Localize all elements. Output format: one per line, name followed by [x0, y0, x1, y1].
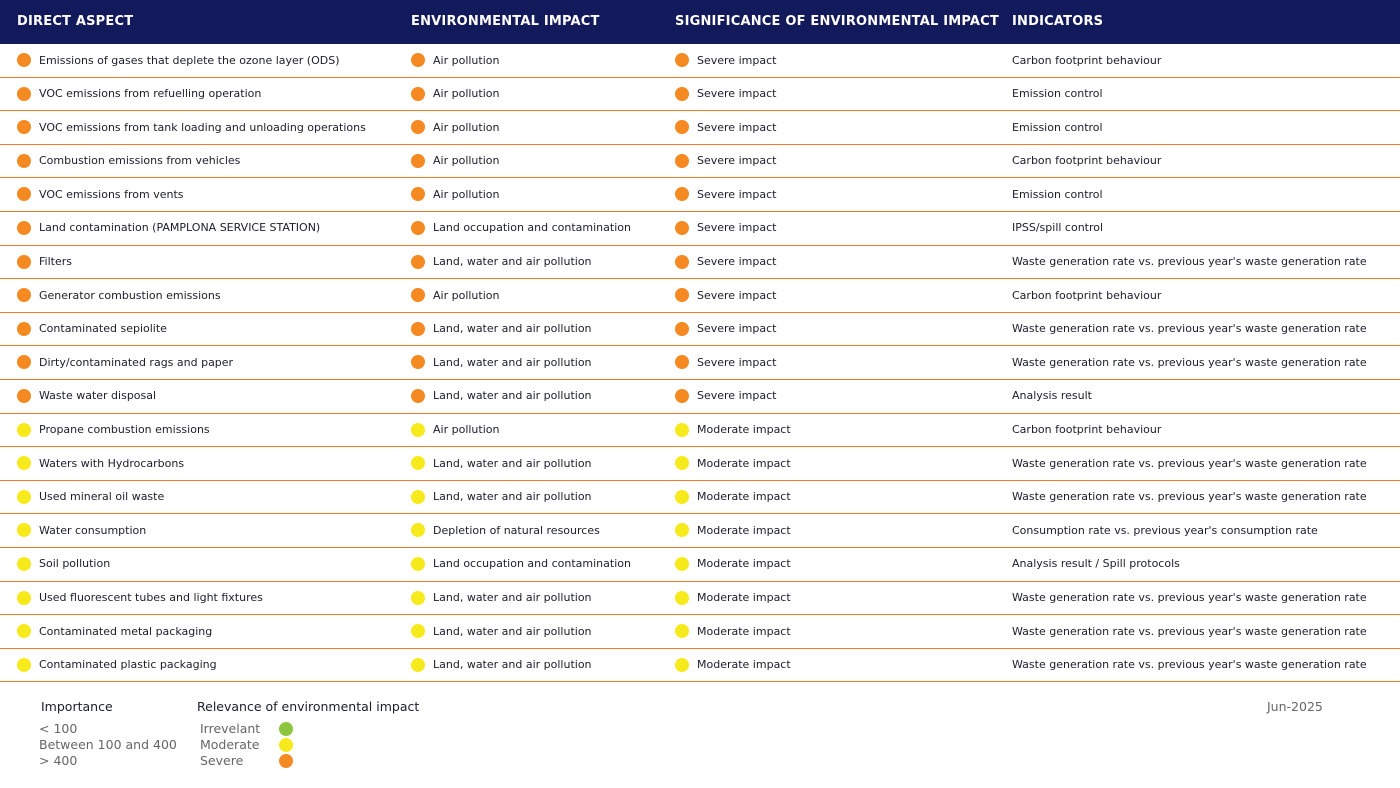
yellow-dot-icon	[675, 557, 689, 571]
orange-dot-icon	[411, 154, 425, 168]
header-environmental-impact: ENVIRONMENTAL IMPACT	[411, 14, 600, 29]
orange-dot-icon	[675, 221, 689, 235]
impact-text: Air pollution	[433, 288, 500, 302]
yellow-dot-icon	[675, 591, 689, 605]
indicator-cell	[1012, 178, 1103, 210]
impact-text: Land occupation and contamination	[433, 221, 631, 235]
yellow-dot-icon	[17, 624, 31, 638]
indicator-text: Carbon footprint behaviour	[1012, 423, 1162, 437]
aspect-text: Contaminated plastic packaging	[39, 658, 217, 672]
significance-cell	[675, 279, 776, 311]
orange-dot-icon	[411, 389, 425, 403]
orange-dot-icon	[411, 87, 425, 101]
aspect-text: Used mineral oil waste	[39, 490, 165, 504]
significance-text: Severe impact	[697, 255, 777, 269]
orange-dot-icon	[675, 322, 689, 336]
yellow-dot-icon	[411, 423, 425, 437]
indicator-cell	[1012, 44, 1161, 76]
importance-item: > 400	[39, 753, 78, 768]
significance-cell	[675, 447, 791, 479]
orange-dot-icon	[17, 53, 31, 67]
aspect-cell	[17, 178, 184, 210]
impact-text: Air pollution	[433, 154, 500, 168]
aspect-cell	[17, 279, 221, 311]
orange-dot-icon	[675, 154, 689, 168]
yellow-dot-icon	[17, 423, 31, 437]
relevance-label: Irrevelant	[200, 721, 261, 736]
table-row	[0, 514, 1400, 548]
orange-dot-icon	[675, 87, 689, 101]
impact-text: Land, water and air pollution	[433, 355, 592, 369]
yellow-dot-icon	[411, 591, 425, 605]
table-body	[0, 44, 1400, 682]
impact-cell	[411, 279, 499, 311]
indicator-cell	[1012, 514, 1318, 546]
yellow-dot-icon	[675, 423, 689, 437]
aspect-text: VOC emissions from vents	[39, 187, 184, 201]
yellow-dot-icon	[675, 624, 689, 638]
indicator-cell	[1012, 380, 1092, 412]
table-row	[0, 615, 1400, 649]
yellow-dot-icon	[17, 591, 31, 605]
yellow-dot-icon	[411, 523, 425, 537]
impact-cell	[411, 582, 592, 614]
significance-cell	[675, 145, 776, 177]
indicator-text: Waste generation rate vs. previous year's waste generation rate	[1012, 658, 1367, 672]
impact-cell	[411, 78, 499, 110]
aspect-text: Water consumption	[39, 523, 147, 537]
impact-cell	[411, 178, 499, 210]
significance-text: Severe impact	[697, 389, 777, 403]
impact-text: Air pollution	[433, 187, 500, 201]
indicator-text: Waste generation rate vs. previous year's waste generation rate	[1012, 591, 1367, 604]
indicator-cell	[1012, 279, 1161, 311]
table-row	[0, 78, 1400, 112]
orange-dot-icon	[411, 221, 425, 235]
impact-cell	[411, 514, 600, 546]
orange-dot-icon	[17, 154, 31, 168]
indicator-text: Emission control	[1012, 87, 1103, 101]
yellow-dot-icon	[17, 658, 31, 672]
significance-cell	[675, 649, 791, 681]
significance-cell	[675, 313, 776, 345]
orange-dot-icon	[17, 120, 31, 134]
relevance-item-irrelevant	[200, 721, 300, 736]
indicator-text: Carbon footprint behaviour	[1012, 288, 1162, 302]
indicator-cell	[1012, 145, 1161, 177]
relevance-item-moderate	[200, 737, 300, 752]
green-dot-icon	[279, 722, 293, 736]
yellow-dot-icon	[17, 557, 31, 571]
impact-cell	[411, 380, 592, 412]
table-row	[0, 548, 1400, 582]
impact-cell	[411, 548, 631, 580]
indicator-text: Analysis result	[1012, 389, 1092, 403]
indicator-text: IPSS/spill control	[1012, 221, 1104, 235]
relevance-label: Severe	[200, 753, 244, 768]
orange-dot-icon	[17, 221, 31, 235]
significance-text: Severe impact	[697, 221, 777, 235]
aspect-text: Dirty/contaminated rags and paper	[39, 355, 234, 369]
orange-dot-icon	[411, 187, 425, 201]
header-direct-aspect: DIRECT ASPECT	[17, 14, 134, 29]
significance-text: Moderate impact	[697, 523, 791, 537]
table-row	[0, 380, 1400, 414]
indicator-cell	[1012, 582, 1367, 614]
impact-cell	[411, 649, 592, 681]
aspect-cell	[17, 313, 167, 345]
impact-text: Land, water and air pollution	[433, 255, 592, 269]
significance-text: Severe impact	[697, 154, 777, 168]
impact-cell	[411, 615, 592, 647]
impact-text: Depletion of natural resources	[433, 523, 600, 537]
indicator-cell	[1012, 346, 1367, 378]
significance-text: Severe impact	[697, 53, 777, 67]
relevance-title: Relevance of environmental impact	[197, 699, 420, 714]
impact-text: Land, water and air pollution	[433, 490, 592, 504]
aspect-cell	[17, 346, 233, 378]
significance-text: Severe impact	[697, 120, 777, 134]
significance-text: Moderate impact	[697, 423, 791, 437]
table-row	[0, 414, 1400, 448]
header-indicators: INDICATORS	[1012, 14, 1104, 29]
significance-cell	[675, 346, 776, 378]
aspect-cell	[17, 111, 366, 143]
orange-dot-icon	[411, 288, 425, 302]
yellow-dot-icon	[411, 658, 425, 672]
orange-dot-icon	[411, 120, 425, 134]
orange-dot-icon	[411, 53, 425, 67]
aspect-cell	[17, 212, 320, 244]
table-row	[0, 44, 1400, 78]
yellow-dot-icon	[411, 624, 425, 638]
significance-cell	[675, 514, 791, 546]
significance-cell	[675, 44, 776, 76]
aspect-text: Contaminated sepiolite	[39, 322, 167, 336]
significance-cell	[675, 548, 791, 580]
significance-cell	[675, 78, 776, 110]
aspect-text: Filters	[39, 255, 72, 269]
orange-dot-icon	[675, 120, 689, 134]
importance-item: < 100	[39, 721, 78, 736]
table-row	[0, 582, 1400, 616]
aspect-cell	[17, 615, 212, 647]
impact-cell	[411, 246, 592, 278]
orange-dot-icon	[675, 53, 689, 67]
table-row	[0, 145, 1400, 179]
impact-cell	[411, 313, 592, 345]
indicator-cell	[1012, 78, 1103, 110]
aspect-text: VOC emissions from tank loading and unloading operations	[39, 120, 366, 134]
significance-cell	[675, 212, 776, 244]
indicator-text: Waste generation rate vs. previous year's waste generation rate	[1012, 624, 1367, 638]
aspect-text: Soil pollution	[39, 557, 111, 571]
significance-text: Severe impact	[697, 288, 777, 302]
table-header	[0, 0, 1400, 44]
aspect-text: Propane combustion emissions	[39, 423, 210, 437]
yellow-dot-icon	[675, 658, 689, 672]
impact-text: Land occupation and contamination	[433, 557, 631, 571]
aspect-cell	[17, 582, 263, 614]
aspect-text: Used fluorescent tubes and light fixtures	[39, 591, 263, 604]
impact-cell	[411, 414, 499, 446]
yellow-dot-icon	[675, 456, 689, 470]
significance-text: Moderate impact	[697, 591, 791, 604]
indicator-cell	[1012, 649, 1367, 681]
aspect-cell	[17, 78, 261, 110]
indicator-cell	[1012, 481, 1367, 513]
orange-dot-icon	[411, 322, 425, 336]
table-row	[0, 313, 1400, 347]
significance-text: Moderate impact	[697, 456, 791, 470]
table-row	[0, 111, 1400, 145]
aspect-cell	[17, 514, 146, 546]
table-row	[0, 212, 1400, 246]
indicator-cell	[1012, 548, 1180, 580]
aspect-text: Combustion emissions from vehicles	[39, 154, 241, 168]
orange-dot-icon	[675, 255, 689, 269]
aspect-text: Contaminated metal packaging	[39, 624, 213, 638]
aspect-cell	[17, 447, 184, 479]
yellow-dot-icon	[675, 490, 689, 504]
aspect-cell	[17, 145, 240, 177]
impact-text: Land, water and air pollution	[433, 624, 592, 638]
impact-text: Land, water and air pollution	[433, 389, 592, 403]
significance-cell	[675, 414, 791, 446]
significance-text: Severe impact	[697, 87, 777, 101]
aspect-cell	[17, 649, 217, 681]
yellow-dot-icon	[411, 490, 425, 504]
aspect-text: Land contamination (PAMPLONA SERVICE STATION)	[39, 221, 321, 235]
indicator-cell	[1012, 615, 1367, 647]
significance-cell	[675, 246, 776, 278]
orange-dot-icon	[411, 255, 425, 269]
aspect-text: Generator combustion emissions	[39, 288, 221, 302]
yellow-dot-icon	[411, 456, 425, 470]
impact-text: Land, water and air pollution	[433, 456, 592, 470]
significance-text: Severe impact	[697, 322, 777, 336]
impact-cell	[411, 447, 592, 479]
aspect-cell	[17, 246, 72, 278]
relevance-label: Moderate	[200, 737, 260, 752]
significance-text: Moderate impact	[697, 658, 791, 672]
report-date: Jun-2025	[1267, 699, 1323, 714]
impact-cell	[411, 111, 499, 143]
indicator-cell	[1012, 447, 1367, 479]
aspect-text: Waste water disposal	[39, 389, 157, 403]
orange-dot-icon	[17, 288, 31, 302]
orange-dot-icon	[17, 255, 31, 269]
aspect-cell	[17, 414, 210, 446]
impact-text: Land, water and air pollution	[433, 658, 592, 672]
orange-dot-icon	[411, 355, 425, 369]
header-significance: SIGNIFICANCE OF ENVIRONMENTAL IMPACT	[675, 14, 999, 29]
impact-cell	[411, 346, 592, 378]
significance-cell	[675, 111, 776, 143]
indicator-text: Carbon footprint behaviour	[1012, 53, 1162, 67]
orange-dot-icon	[675, 389, 689, 403]
impact-cell	[411, 145, 499, 177]
yellow-dot-icon	[411, 557, 425, 571]
impact-cell	[411, 44, 499, 76]
significance-text: Moderate impact	[697, 490, 791, 504]
yellow-dot-icon	[279, 738, 293, 752]
impact-cell	[411, 481, 592, 513]
indicator-text: Waste generation rate vs. previous year's waste generation rate	[1012, 255, 1367, 269]
orange-dot-icon	[17, 187, 31, 201]
indicator-text: Carbon footprint behaviour	[1012, 154, 1162, 168]
orange-dot-icon	[279, 754, 293, 768]
aspect-cell	[17, 380, 156, 412]
yellow-dot-icon	[17, 490, 31, 504]
orange-dot-icon	[17, 355, 31, 369]
orange-dot-icon	[17, 322, 31, 336]
indicator-text: Waste generation rate vs. previous year's waste generation rate	[1012, 355, 1367, 369]
indicator-text: Waste generation rate vs. previous year's waste generation rate	[1012, 322, 1367, 336]
indicator-cell	[1012, 313, 1367, 345]
table-row	[0, 447, 1400, 481]
legend	[0, 690, 1400, 788]
indicator-cell	[1012, 414, 1161, 446]
significance-cell	[675, 380, 776, 412]
significance-cell	[675, 615, 791, 647]
indicator-cell	[1012, 212, 1103, 244]
orange-dot-icon	[675, 355, 689, 369]
indicator-cell	[1012, 111, 1103, 143]
table-row	[0, 481, 1400, 515]
significance-text: Moderate impact	[697, 557, 791, 571]
relevance-item-severe	[200, 753, 300, 768]
significance-cell	[675, 582, 791, 614]
importance-title: Importance	[41, 699, 113, 714]
significance-cell	[675, 481, 791, 513]
table-row	[0, 346, 1400, 380]
impact-text: Air pollution	[433, 120, 500, 134]
yellow-dot-icon	[17, 456, 31, 470]
indicator-text: Waste generation rate vs. previous year's waste generation rate	[1012, 456, 1367, 470]
indicator-text: Emission control	[1012, 120, 1103, 134]
indicator-text: Consumption rate vs. previous year's consumption rate	[1012, 523, 1318, 537]
indicator-text: Analysis result / Spill protocols	[1012, 557, 1180, 571]
impact-text: Land, water and air pollution	[433, 591, 592, 604]
impact-text: Air pollution	[433, 53, 500, 67]
indicator-text: Waste generation rate vs. previous year's waste generation rate	[1012, 490, 1367, 504]
table-row	[0, 246, 1400, 280]
orange-dot-icon	[675, 187, 689, 201]
indicator-cell	[1012, 246, 1367, 278]
impact-text: Air pollution	[433, 423, 500, 437]
significance-text: Moderate impact	[697, 624, 791, 638]
yellow-dot-icon	[675, 523, 689, 537]
aspect-text: Emissions of gases that deplete the ozone layer (ODS)	[39, 53, 340, 67]
indicator-text: Emission control	[1012, 187, 1103, 201]
table-row	[0, 178, 1400, 212]
aspect-cell	[17, 548, 110, 580]
orange-dot-icon	[17, 87, 31, 101]
aspect-cell	[17, 44, 340, 76]
yellow-dot-icon	[17, 523, 31, 537]
orange-dot-icon	[17, 389, 31, 403]
orange-dot-icon	[675, 288, 689, 302]
significance-text: Severe impact	[697, 355, 777, 369]
table-row	[0, 279, 1400, 313]
significance-text: Severe impact	[697, 187, 777, 201]
aspect-cell	[17, 481, 164, 513]
table-row	[0, 649, 1400, 683]
impact-cell	[411, 212, 631, 244]
impact-text: Air pollution	[433, 87, 500, 101]
impact-text: Land, water and air pollution	[433, 322, 592, 336]
significance-cell	[675, 178, 776, 210]
aspect-text: VOC emissions from refuelling operation	[39, 87, 262, 101]
aspect-text: Waters with Hydrocarbons	[39, 456, 185, 470]
importance-item: Between 100 and 400	[39, 737, 177, 752]
